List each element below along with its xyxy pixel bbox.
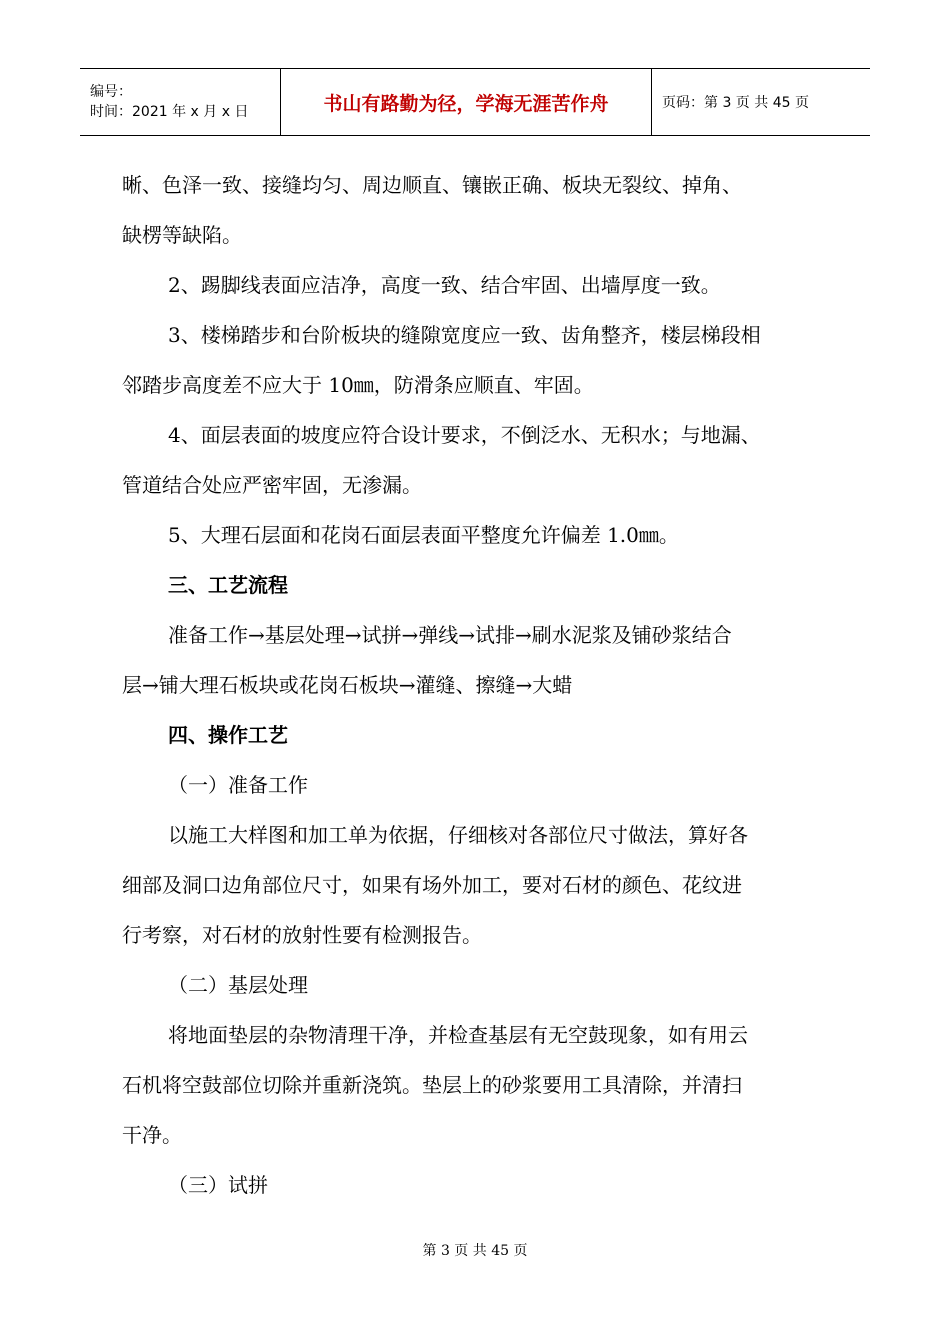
section-heading: 四、操作工艺	[168, 723, 288, 747]
header-motto: 书山有路勤为径，学海无涯苦作舟	[323, 92, 609, 115]
page-header	[80, 68, 870, 136]
body-line: 干净。	[122, 1123, 182, 1147]
header-motto-cell	[281, 69, 652, 135]
body-line: 层→铺大理石板块或花岗石板块→灌缝、擦缝→大蜡	[122, 673, 573, 697]
body-line: 管道结合处应严密牢固，无渗漏。	[122, 473, 422, 497]
body-line: 2、踢脚线表面应洁净，高度一致、结合牢固、出墙厚度一致。	[168, 273, 721, 297]
body-line: 将地面垫层的杂物清理干净，并检查基层有无空鼓现象，如有用云	[168, 1023, 748, 1047]
section-heading: 三、工艺流程	[168, 573, 288, 597]
document-number-label: 编号：	[90, 84, 132, 100]
body-line: 缺楞等缺陷。	[122, 223, 242, 247]
header-page-info: 页码：第 3 页 共 45 页	[662, 95, 809, 111]
body-line: 邻踏步高度差不应大于 10㎜，防滑条应顺直、牢固。	[122, 373, 594, 397]
page-footer: 第 3 页 共 45 页	[422, 1243, 528, 1259]
document-body	[122, 160, 828, 1210]
body-line: 行考察，对石材的放射性要有检测报告。	[122, 923, 482, 947]
header-meta	[80, 69, 281, 135]
body-line: 4、面层表面的坡度应符合设计要求，不倒泛水、无积水；与地漏、	[168, 423, 761, 447]
body-line: （二）基层处理	[168, 973, 308, 997]
body-line: 石机将空鼓部位切除并重新浇筑。垫层上的砂浆要用工具清除，并清扫	[122, 1073, 742, 1097]
body-line: 晰、色泽一致、接缝均匀、周边顺直、镶嵌正确、板块无裂纹、掉角、	[122, 173, 742, 197]
body-line: 3、楼梯踏步和台阶板块的缝隙宽度应一致、齿角整齐，楼层梯段相	[168, 323, 761, 347]
document-date: 时间：2021 年 x 月 x 日	[90, 104, 249, 120]
body-line: 以施工大样图和加工单为依据，仔细核对各部位尺寸做法，算好各	[168, 823, 748, 847]
body-line: 5、大理石层面和花岗石面层表面平整度允许偏差 1.0㎜。	[168, 523, 679, 547]
body-line: 细部及洞口边角部位尺寸，如果有场外加工，要对石材的颜色、花纹进	[122, 873, 742, 897]
body-line: （一）准备工作	[168, 773, 308, 797]
body-line: （三）试拼	[168, 1173, 268, 1197]
body-line: 准备工作→基层处理→试拼→弹线→试排→刷水泥浆及铺砂浆结合	[168, 623, 732, 647]
